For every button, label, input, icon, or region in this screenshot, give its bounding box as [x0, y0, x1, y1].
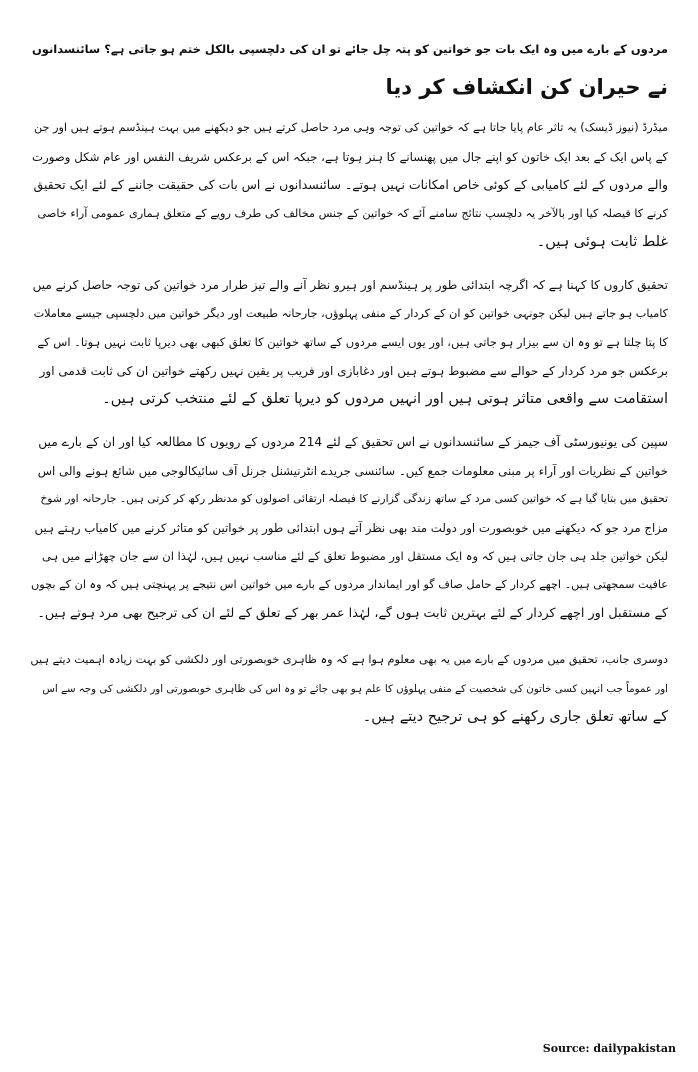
text-line: کے پاس ایک کے بعد ایک خاتون کو اپنے جال میں پھنسانے کا ہنر ہوتا ہے، جبکہ اس کے برعکس شریف النفس اور عام شکل وصورت [32, 149, 668, 164]
paragraph-2 [30, 271, 668, 414]
paragraph-4 [30, 646, 668, 732]
text-line: کا پتا چلتا ہے تو وہ ان سے بیزار ہو جاتی ہیں، اور یوں ایسے مردوں کے ساتھ خواتین کا تعلق کبھی بھی دیرپا ثابت نہیں ہوتا۔ اس کے [37, 335, 668, 350]
text-line: کامیاب ہو جاتے ہیں لیکن جونہی خواتین کو ان کے کردار کے منفی پہلوؤں، جارحانہ طبیعت اور دیگر خواتین میں دلچسپی جیسے معاملات [33, 306, 668, 320]
text-line: میڈرڈ (نیوز ڈیسک) یہ تاثر عام پایا جاتا ہے کہ خواتین کی توجہ وہی مرد حاصل کرتے ہیں جو دیکھنے میں بہت ہینڈسم ہوتے ہیں اور جن [33, 121, 668, 134]
headline-line: مردوں کے بارے میں وہ ایک بات جو خواتین کو پتہ چل جائے تو ان کی دلچسپی بالکل ختم ہو جاتی ہے؟ سائنسدانوں [31, 42, 668, 56]
text-line: کے مستقبل اور اچھے کردار کے لئے بہترین ثابت ہوں گے، لہٰذا عمر بھر کے تعلق کے لئے ان کی ترجیح بھی مرد ہوتے ہیں۔ [37, 605, 668, 621]
text-line: والے مردوں کے لئے کامیابی کے کوئی خاص امکانات نہیں ہوتے۔ سائنسدانوں نے اس بات کی حقیقت جاننے کے لئے ایک تحقیق [33, 177, 668, 193]
text-line: استقامت سے واقعی متاثر ہوتی ہیں اور انہیں مردوں کو دیرپا تعلق کے لئے منتخب کرتی ہیں۔ [102, 391, 668, 408]
source-credit: Source: dailypakistan [542, 1042, 676, 1055]
article-body [30, 114, 668, 732]
article-headline [30, 30, 668, 106]
headline-line: نے حیران کن انکشاف کر دیا [385, 75, 668, 99]
text-line: کرنے کا فیصلہ کیا اور بالآخر یہ دلچسپ نتائج سامنے آئے کہ خواتین کے جنس مخالف کی طرف رویے کے متعلق ہماری عمومی آراء خاصی [37, 206, 668, 220]
paragraph-1 [30, 114, 668, 257]
text-line: عافیت سمجھتی ہیں۔ اچھے کردار کے حامل صاف گو اور ایماندار مردوں کے بارے میں خواتین اس نتیجے پر پہنچتی ہیں کہ وہ ان کے بچوں [31, 577, 668, 591]
text-line: مزاج مرد جو کہ دیکھنے میں خوبصورت اور دولت مند بھی نظر آتے ہوں ابتدائی طور پر خواتین کو متاثر کرنے میں کامیاب رہتے ہیں [34, 520, 668, 535]
text-line: غلط ثابت ہوئی ہیں۔ [536, 234, 668, 251]
text-line: تحقیق کاروں کا کہنا ہے کہ اگرچہ ابتدائی طور پر ہینڈسم اور ہیرو نظر آنے والے تیز طرار مرد خواتین کی توجہ حاصل کرنے میں [32, 277, 668, 292]
paragraph-3 [30, 428, 668, 628]
text-line: تحقیق میں بتایا گیا ہے کہ خواتین کسی مرد کے ساتھ زندگی گزارنے کا فیصلہ ارتقائی اصولوں کو مدنظر رکھ کر کرتی ہیں۔ جارحانہ اور شوخ [40, 492, 668, 506]
text-line: لیکن خواتین جلد ہی جان جاتی ہیں کہ وہ ایک مستقل اور مضبوط تعلق کے لئے مناسب نہیں ہیں، لہٰذا ان سے جان چھڑانے میں ہی [41, 549, 668, 564]
text-line: اور عموماً جب انہیں کسی خاتون کی شخصیت کے منفی پہلوؤں کا علم ہو بھی جائے تو وہ اس کی ظاہری خوبصورتی اور دلکشی کی وجہ سے اس [42, 682, 668, 695]
text-line: دوسری جانب، تحقیق میں مردوں کے بارے میں یہ بھی معلوم ہوا ہے کہ وہ ظاہری خوبصورتی اور دلکشی کو بہت زیادہ اہمیت دیتے ہیں [30, 653, 668, 667]
text-line: کے ساتھ تعلق جاری رکھنے کو ہی ترجیح دیتے ہیں۔ [362, 709, 668, 726]
text-line: برعکس جو مرد کردار کے حوالے سے مضبوط ہوتے ہیں اور دغابازی اور فریب پر یقین نہیں رکھتے خواتین ان کی ثابت قدمی اور [39, 363, 668, 378]
text-line: سپین کی یونیورسٹی آف جیمز کے سائنسدانوں نے اس تحقیق کے لئے 214 مردوں کے رویوں کا مطالعہ کیا اور ان کے بارے میں [38, 434, 668, 449]
text-line: خواتین کے نظریات اور آراء پر مبنی معلومات جمع کیں۔ سائنسی جریدے انٹرنیشنل جرنل آف سائیکالوجی میں شائع ہونے والی اس [37, 463, 668, 478]
